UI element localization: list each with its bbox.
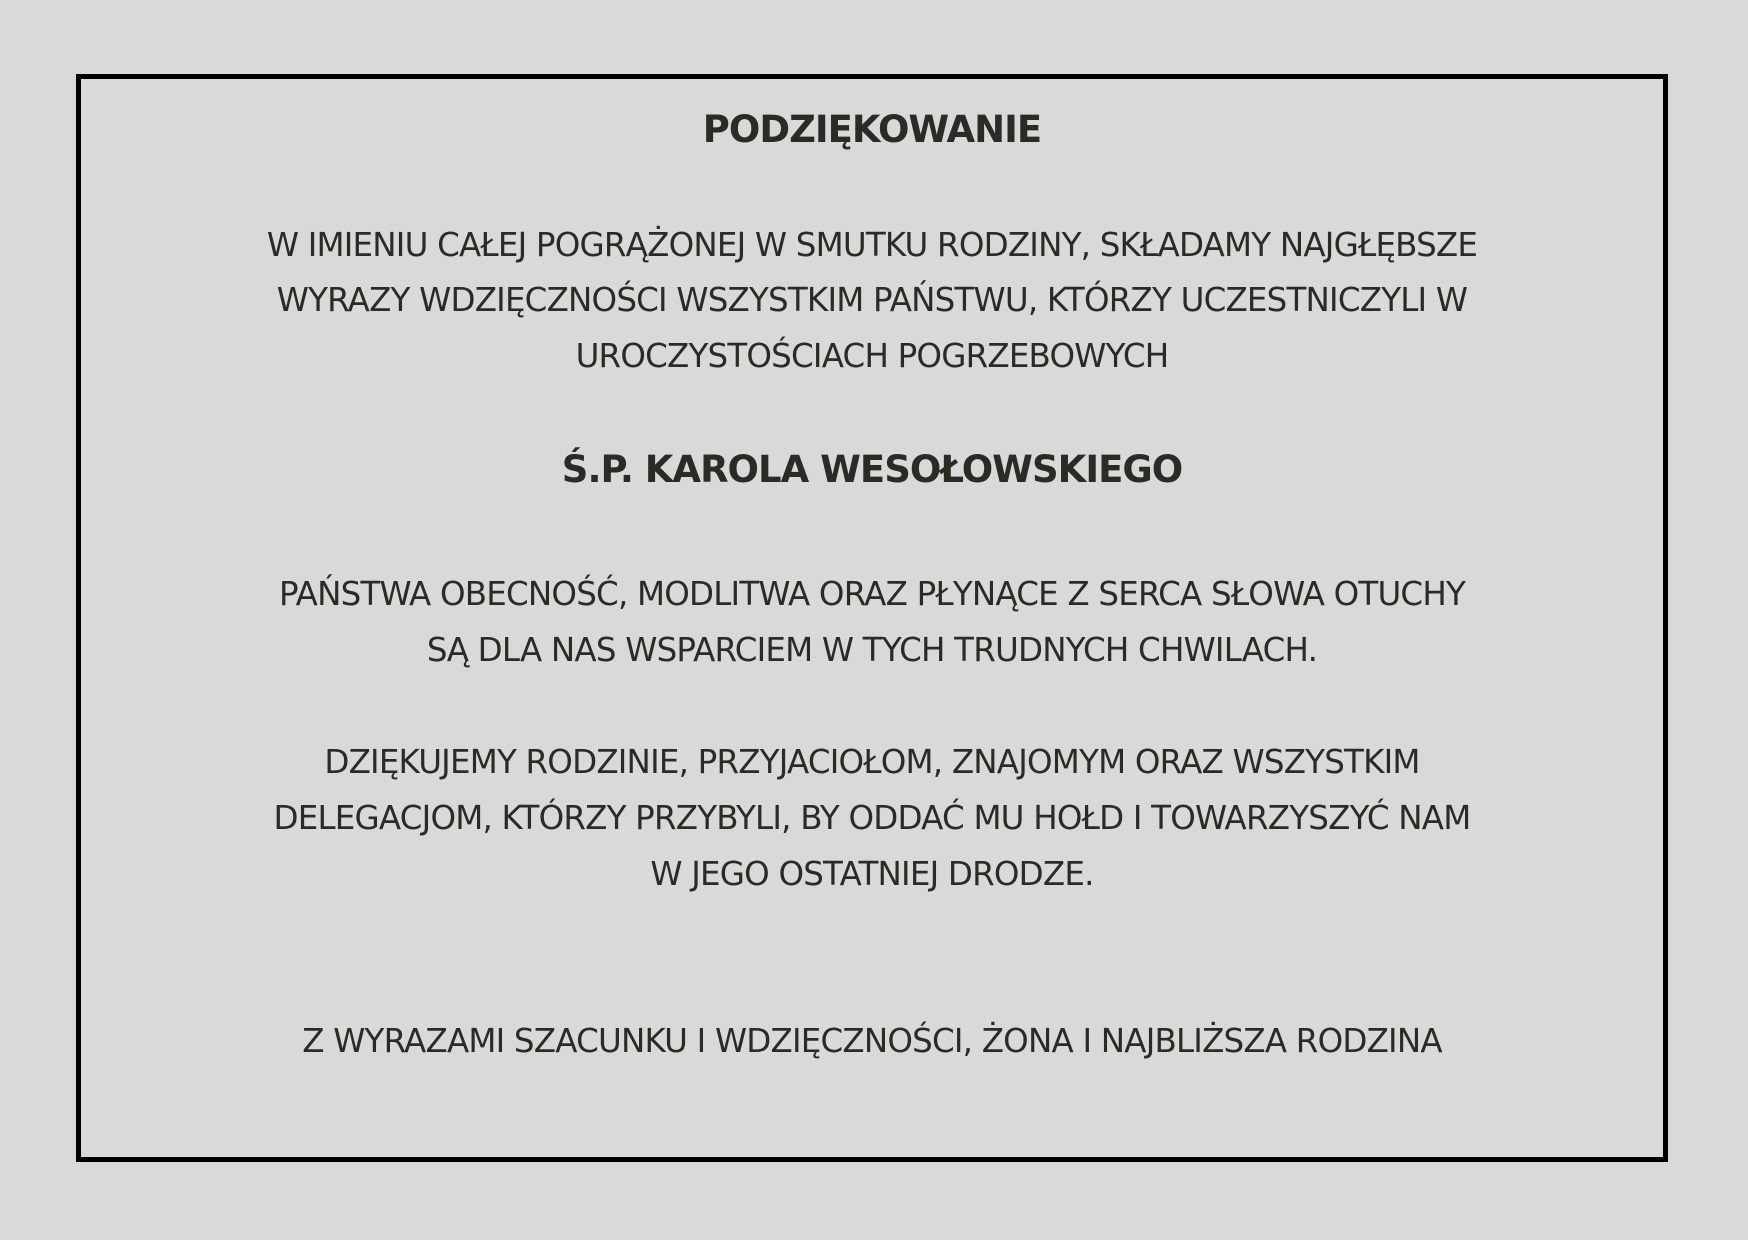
card-title: PODZIĘKOWANIE: [702, 108, 1042, 151]
intro-line-1: W IMIENIU CAŁEJ POGRĄŻONEJ W SMUTKU RODZINY, SKŁADAMY NAJGŁĘBSZE: [266, 226, 1478, 264]
intro-line-2: WYRAZY WDZIĘCZNOŚCI WSZYSTKIM PAŃSTWU, KTÓRZY UCZESTNICZYLI W: [276, 281, 1468, 319]
thanks-line-1: DZIĘKUJEMY RODZINIE, PRZYJACIOŁOM, ZNAJOMYM ORAZ WSZYSTKIM: [324, 743, 1420, 781]
thank-you-card: [76, 74, 1668, 1162]
intro-line-3: UROCZYSTOŚCIACH POGRZEBOWYCH: [575, 337, 1169, 375]
thanks-line-2: DELEGACJOM, KTÓRZY PRZYBYLI, BY ODDAĆ MU HOŁD I TOWARZYSZYĆ NAM: [273, 799, 1471, 837]
thanks-line-3: W JEGO OSTATNIEJ DRODZE.: [650, 855, 1094, 893]
support-line-1: PAŃSTWA OBECNOŚĆ, MODLITWA ORAZ PŁYNĄCE Z SERCA SŁOWA OTUCHY: [278, 575, 1466, 613]
support-line-2: SĄ DLA NAS WSPARCIEM W TYCH TRUDNYCH CHWILACH.: [426, 631, 1318, 669]
deceased-name: Ś.P. KAROLA WESOŁOWSKIEGO: [561, 448, 1183, 491]
signature: Z WYRAZAMI SZACUNKU I WDZIĘCZNOŚCI, ŻONA I NAJBLIŻSZA RODZINA: [302, 1022, 1442, 1060]
